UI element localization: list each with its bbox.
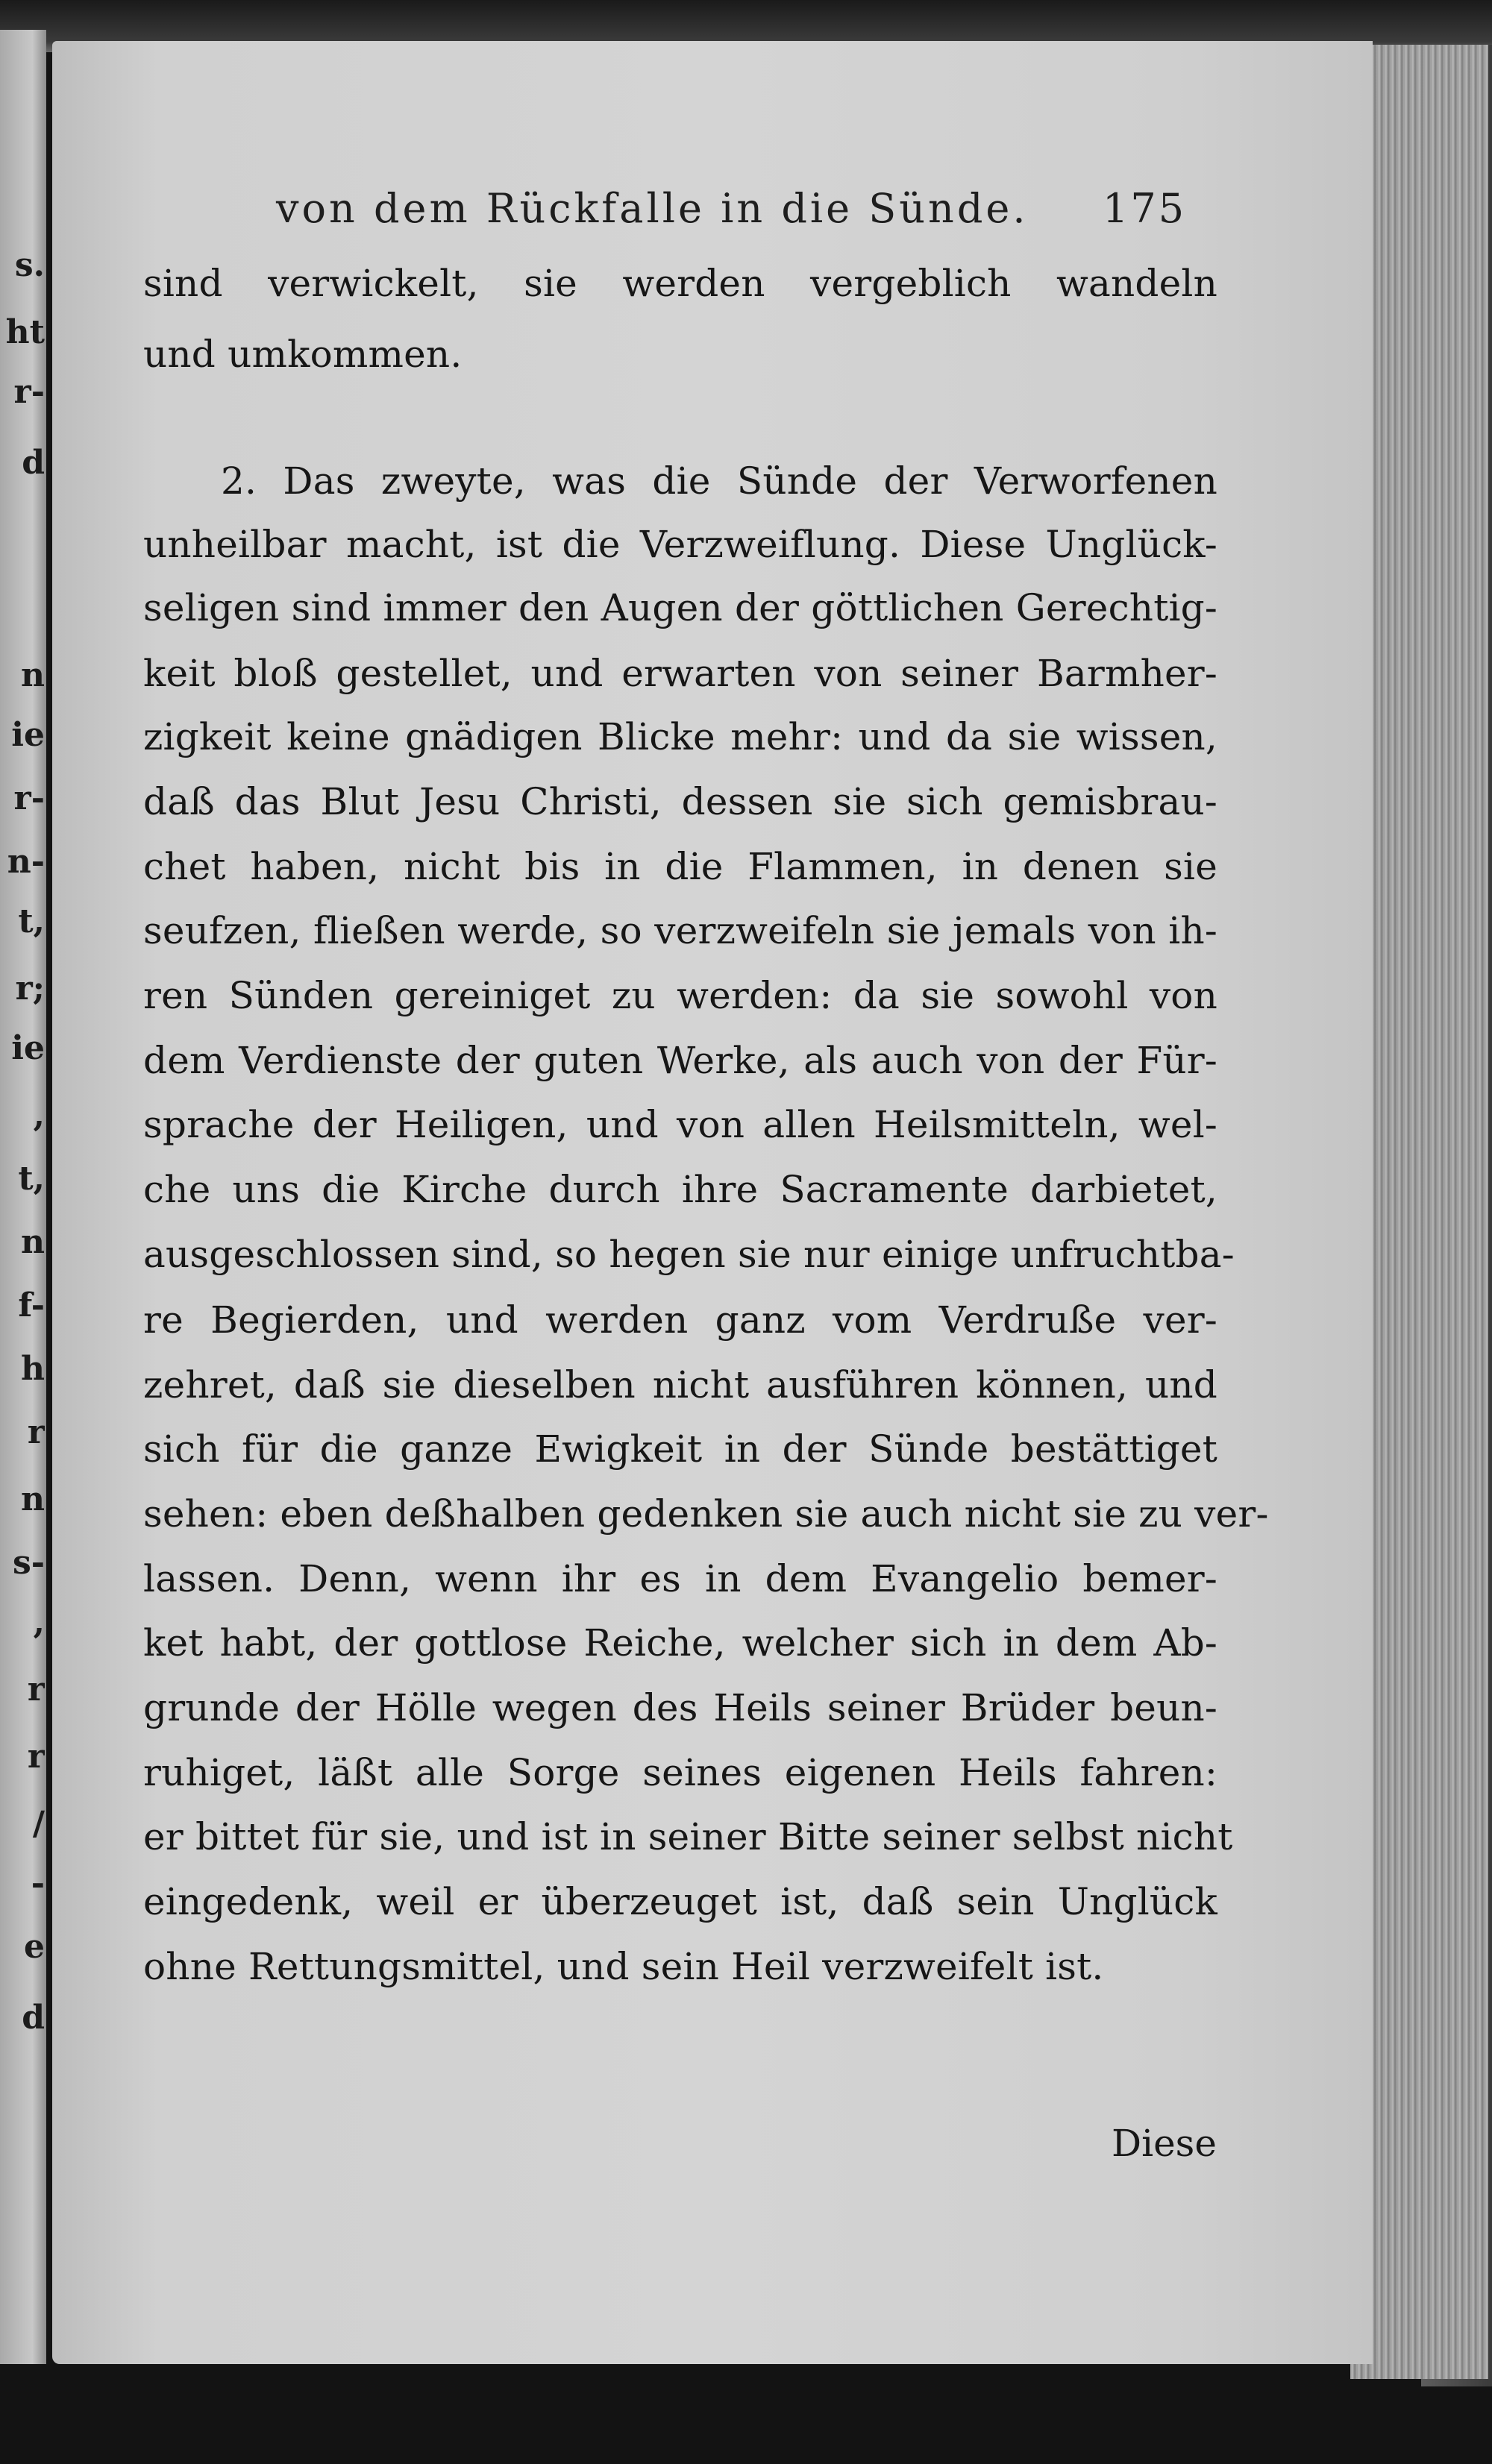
text-line: seufzen, fließen werde, so verzweifeln sie jemals von ih-: [143, 909, 1217, 952]
text-line: sind verwickelt, sie werden vergeblich wandeln: [143, 262, 1217, 305]
text-line: sehen: eben deßhalben gedenken sie auch nicht sie zu ver-: [143, 1492, 1269, 1536]
text-line: seligen sind immer den Augen der göttlichen Gerechtig-: [143, 586, 1217, 629]
text-line: zigkeit keine gnädigen Blicke mehr: und da sie wissen,: [143, 715, 1217, 758]
facing-page-fragment: d: [22, 1999, 45, 2037]
facing-page-fragment: -: [31, 1864, 45, 1902]
text-line: zehret, daß sie dieselben nicht ausführen können, und: [143, 1363, 1217, 1407]
facing-page-fragment: r: [27, 1671, 45, 1709]
facing-page-fragment: ,: [33, 1603, 45, 1641]
facing-page-fragment: ie: [11, 716, 45, 754]
facing-page-fragment: t,: [18, 902, 45, 940]
text-line: grunde der Hölle wegen des Heils seiner Brüder beun-: [143, 1686, 1217, 1729]
catchword: Diese: [1112, 2122, 1217, 2165]
facing-page-fragment: h: [21, 1350, 45, 1388]
text-line: unheilbar macht, ist die Verzweiflung. Diese Unglück-: [143, 523, 1217, 566]
facing-page-fragment: f-: [18, 1286, 45, 1324]
facing-page-fragment: n: [21, 1223, 45, 1261]
text-line: sich für die ganze Ewigkeit in der Sünde bestättiget: [143, 1427, 1217, 1471]
text-line: 2. Das zweyte, was die Sünde der Verworfenen: [221, 459, 1217, 503]
text-line: ausgeschlossen sind, so hegen sie nur einige unfruchtba-: [143, 1233, 1235, 1276]
facing-page-fragment: s-: [12, 1544, 45, 1582]
text-line: chet haben, nicht bis in die Flammen, in denen sie: [143, 845, 1217, 888]
page-number: 175: [1103, 185, 1187, 232]
text-line: ohne Rettungsmittel, und sein Heil verzweifelt ist.: [143, 1945, 1104, 1988]
facing-page-fragment: s.: [14, 246, 45, 284]
facing-page-fragment: r: [27, 1413, 45, 1451]
facing-page-fragment: /: [32, 1805, 45, 1843]
text-line: und umkommen.: [143, 333, 463, 376]
text-line: ren Sünden gereiniget zu werden: da sie sowohl von: [143, 974, 1217, 1017]
text-line: sprache der Heiligen, und von allen Heilsmitteln, wel-: [143, 1103, 1217, 1146]
facing-page-fragment: r-: [13, 779, 45, 817]
facing-page-fragment: n: [21, 656, 45, 694]
facing-page-fragment: t,: [18, 1160, 45, 1198]
facing-page-fragment: n: [21, 1480, 45, 1518]
facing-page-fragment: r-: [13, 373, 45, 411]
text-line: ruhiget, läßt alle Sorge seines eigenen Heils fahren:: [143, 1751, 1217, 1794]
facing-page-fragment: e: [24, 1928, 45, 1966]
text-line: daß das Blut Jesu Christi, dessen sie sich gemisbrau-: [143, 780, 1217, 823]
text-line: keit bloß gestellet, und erwarten von seiner Barmher-: [143, 652, 1217, 695]
text-line: lassen. Denn, wenn ihr es in dem Evangelio bemer-: [143, 1557, 1217, 1600]
facing-page-edge: [0, 30, 46, 2364]
text-line: dem Verdienste der guten Werke, als auch von der Für-: [143, 1039, 1217, 1082]
facing-page-fragment: n-: [7, 843, 45, 881]
text-line: re Begierden, und werden ganz vom Verdruße ver-: [143, 1298, 1217, 1342]
text-line: er bittet für sie, und ist in seiner Bitte seiner selbst nicht: [143, 1815, 1233, 1858]
text-line: ket habt, der gottlose Reiche, welcher sich in dem Ab-: [143, 1621, 1217, 1665]
text-line: che uns die Kirche durch ihre Sacramente darbietet,: [143, 1168, 1217, 1211]
running-head: von dem Rückfalle in die Sünde.: [276, 185, 1029, 232]
facing-page-fragment: ,: [33, 1096, 45, 1134]
facing-page-fragment: ie: [11, 1029, 45, 1067]
facing-page-fragment: r: [27, 1738, 45, 1776]
facing-page-fragment: ht: [5, 313, 45, 351]
text-line: eingedenk, weil er überzeuget ist, daß sein Unglück: [143, 1880, 1217, 1923]
facing-page-fragment: r;: [15, 969, 45, 1008]
facing-page-fragment: d: [22, 444, 45, 482]
